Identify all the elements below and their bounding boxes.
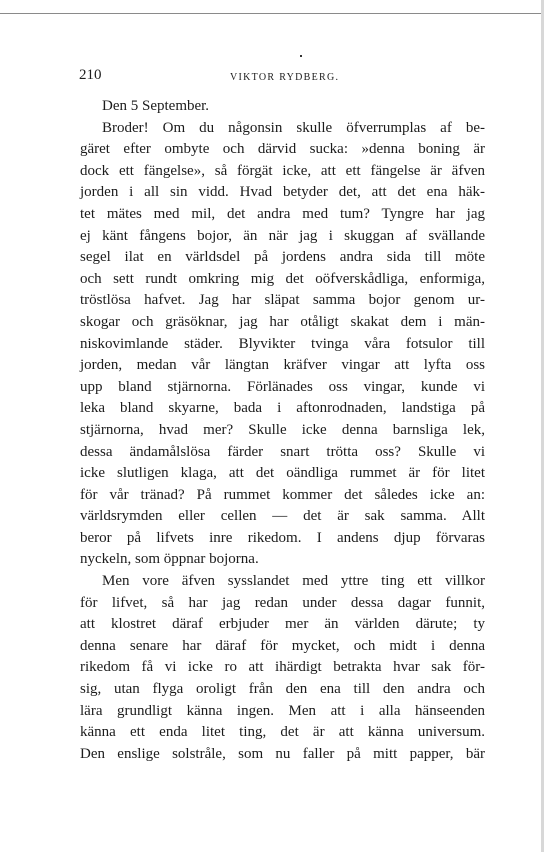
text-line: ej känt fångens bojor, än när jag i skuggan af svällande: [80, 227, 485, 244]
text-line: och sett rundt omkring mig det oöfverskådliga, enformiga,: [80, 270, 485, 287]
text-line: Den enslige solstråle, som nu faller på mitt papper, bär: [80, 745, 485, 762]
text-line: denna senare har däraf för mycket, och midt i denna: [80, 637, 485, 654]
text-line-date: Den 5 September.: [102, 98, 210, 114]
text-line-paragraph-start: Men vore äfven sysslandet med yttre ting ett villkor: [102, 573, 485, 590]
text-line: för lifvet, så har jag redan under dessa dagar funnit,: [80, 594, 485, 611]
text-line: segel ilat en världsdel på jordens andra sida till möte: [80, 249, 485, 266]
text-line: sig, utan flyga oroligt från den ena till den andra och: [80, 681, 485, 698]
text-line: beror på lifvets inre rikedom. I andens djup förvaras: [80, 529, 485, 546]
text-line: niskovimlande städer. Blyvikter tvinga våra fotsulor till: [80, 335, 485, 352]
text-line: dessa ändamålslösa färder snart trötta oss? Skulle vi: [80, 443, 485, 460]
text-line: rikedom få vi icke ro att ihärdigt betrakta hvar sak för-: [80, 659, 485, 676]
text-line: upp bland stjärnorna. Förlänades oss vingar, kunde vi: [80, 378, 485, 395]
print-speck: [300, 55, 302, 57]
text-line: världsrymden eller cellen — det är sak samma. Allt: [80, 508, 485, 525]
page-number: 210: [79, 67, 102, 83]
text-line: att klostret däraf erbjuder mer än världen därute; ty: [80, 616, 485, 633]
text-line-paragraph-end: nyckeln, som öppnar bojorna.: [80, 551, 259, 568]
text-line: lära grundligt känna ingen. Men att i alla hänseenden: [80, 702, 485, 719]
text-line: Broder! Om du någonsin skulle öfverrumplas af be-: [102, 119, 485, 136]
running-header: VIKTOR RYDBERG.: [230, 72, 340, 83]
top-edge-rule: [0, 13, 544, 14]
text-line: leka bland skyarne, bada i aftonrodnaden, landstiga på: [80, 400, 485, 417]
text-line: jorden, medan vår längtan kräfver vingar att lyfta oss: [80, 357, 485, 374]
text-line: skogar och gräsöknar, jag har otåligt skakat dem i män-: [80, 313, 485, 330]
text-line: för vår tränad? På rummet kommer det således icke an:: [80, 486, 485, 503]
text-line: känna ett enda litet ting, det är att känna universum.: [80, 724, 485, 741]
text-line: jorden i all sin vidd. Hvad betyder det, att det ena häk-: [80, 184, 485, 201]
text-line: dock ett fängelse», så förgät icke, att ett fängelse är äfven: [80, 162, 485, 179]
text-line: stjärnorna, hvad mer? Skulle icke denna barnsliga lek,: [80, 421, 485, 438]
text-line: tet mätes med mil, det andra med tum? Tyngre har jag: [80, 205, 485, 222]
body-text: [80, 96, 485, 765]
text-line: icke slutligen klaga, att det oändliga rummet är för litet: [80, 465, 485, 482]
text-line: gäret efter ombyte och därvid sucka: »denna boning är: [80, 141, 485, 158]
text-line: tröstlösa hafvet. Jag har släpat samma bojor genom ur-: [80, 292, 485, 309]
